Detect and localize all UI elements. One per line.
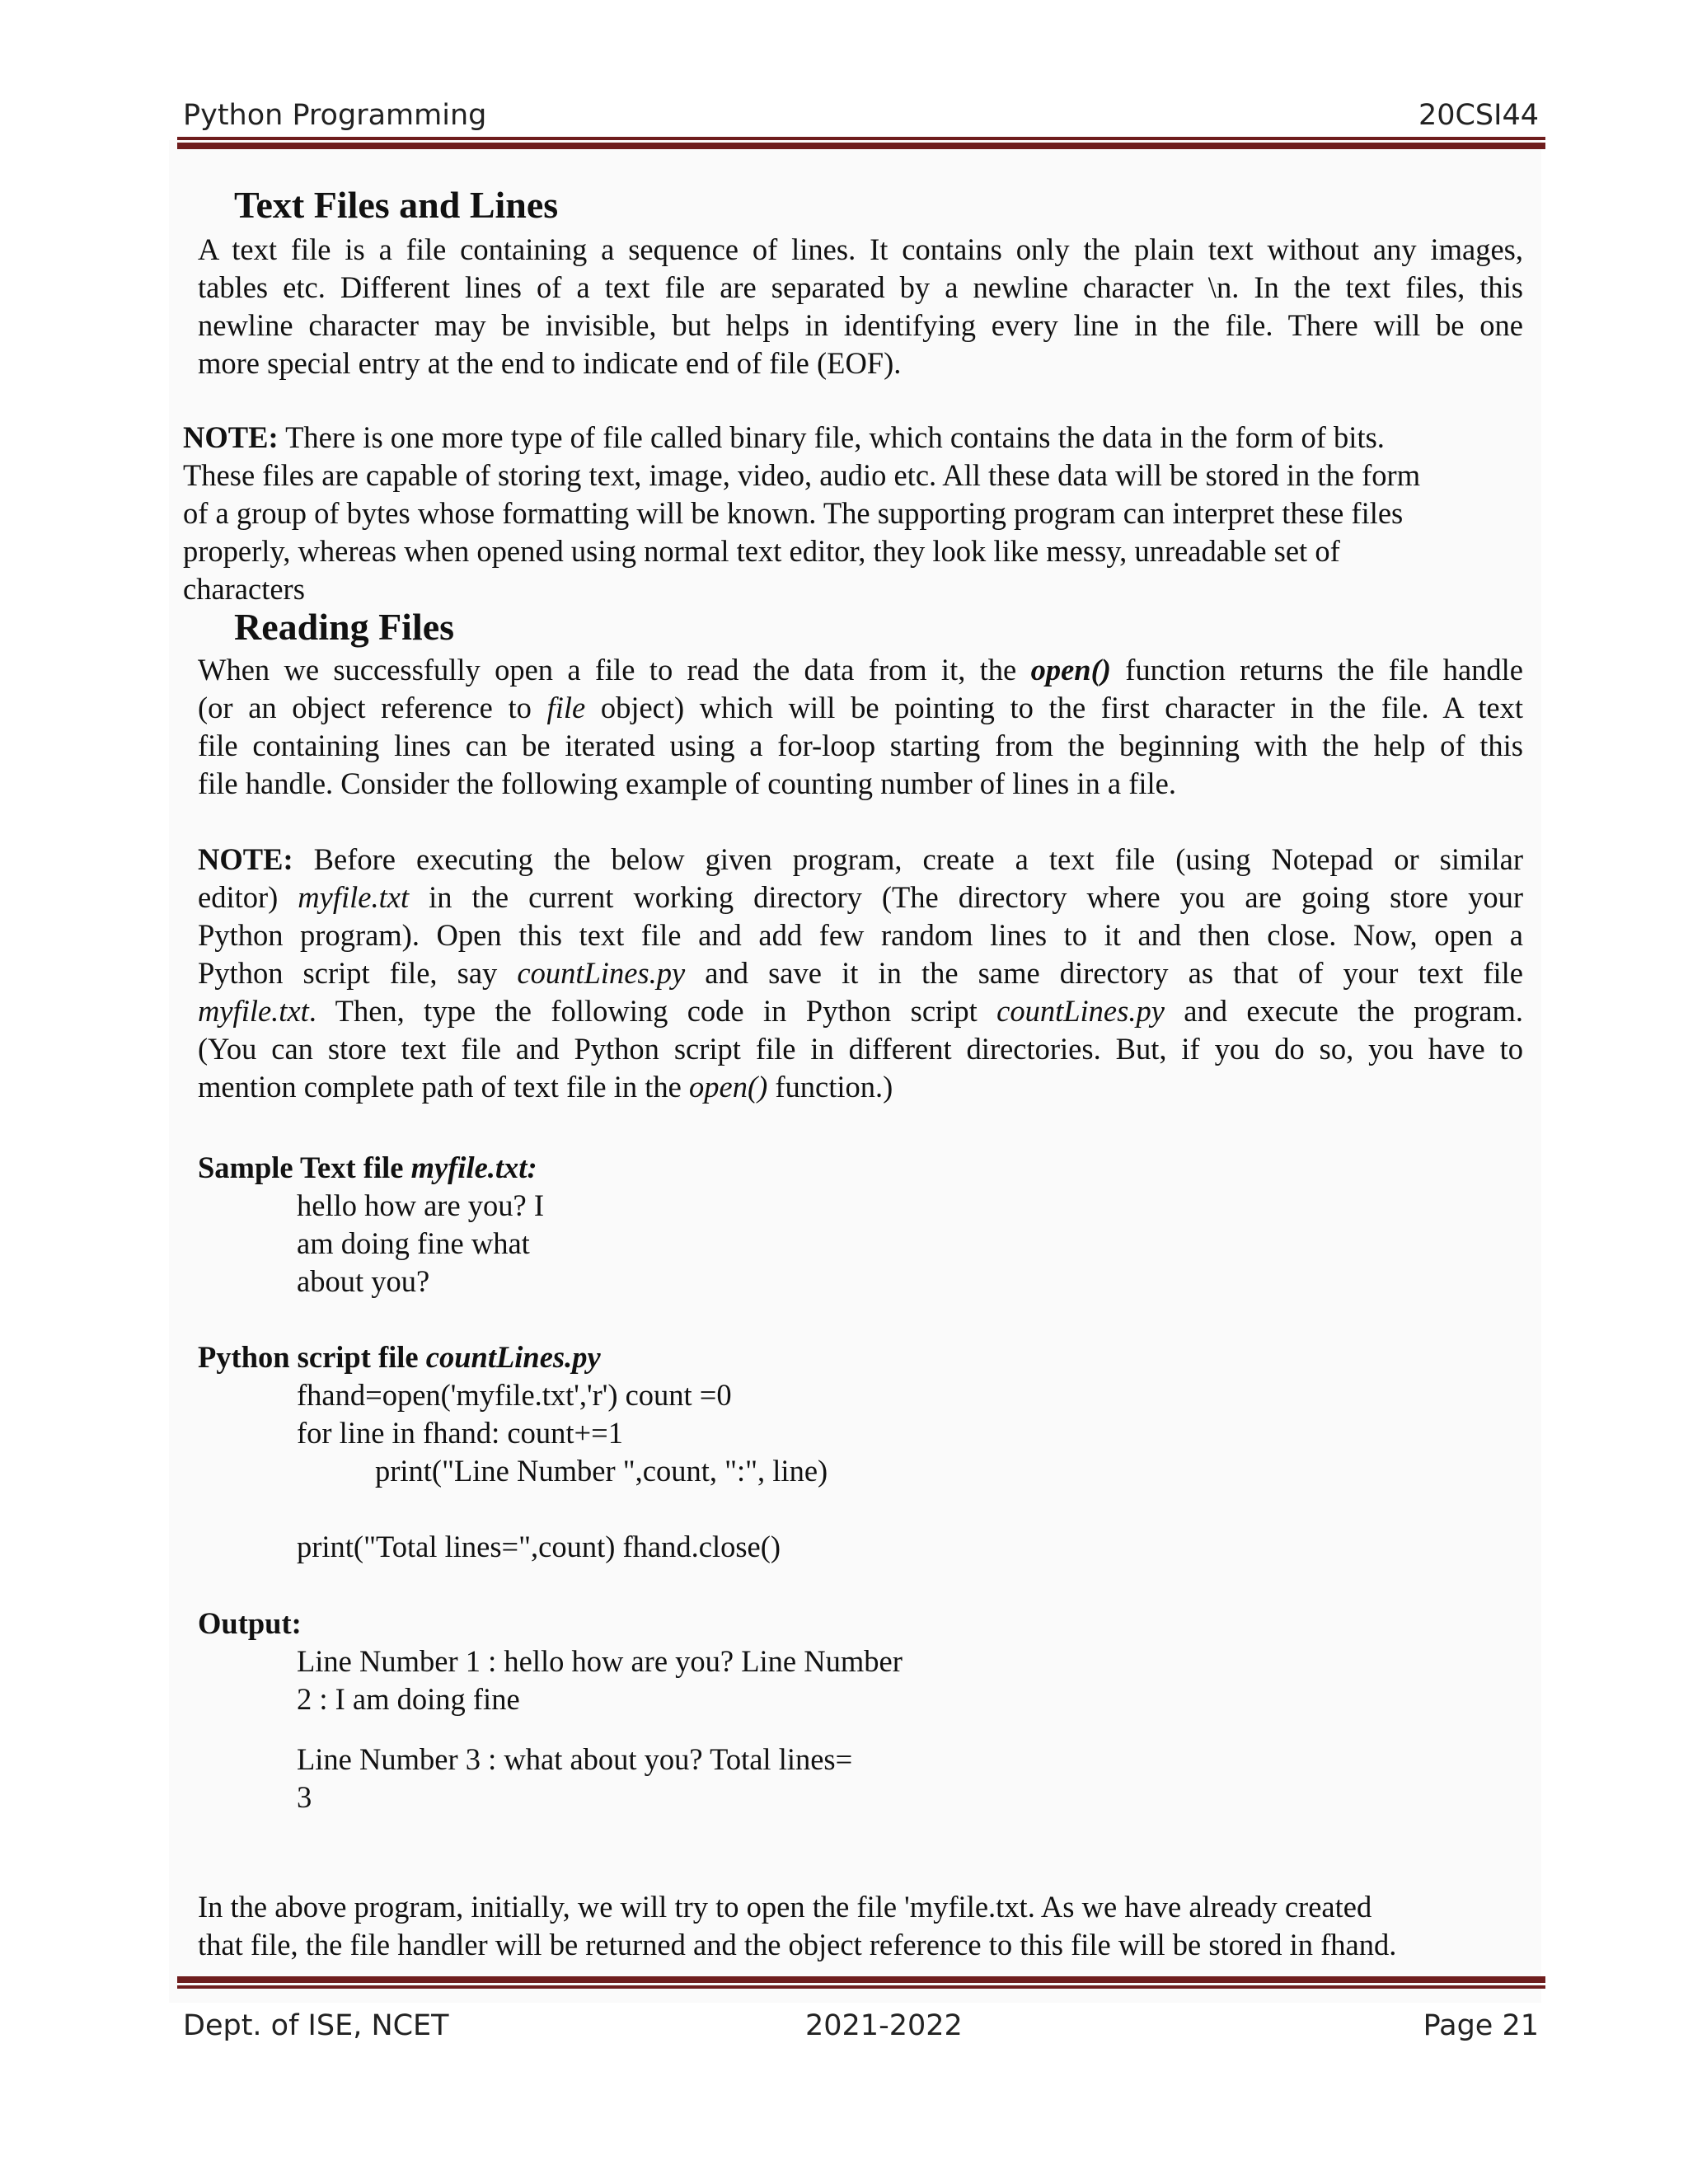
note-line: These files are capable of storing text, image, video, audio etc. All these data will be stored in the form xyxy=(183,458,1421,492)
note-line: myfile.txt. Then, type the following code in Python script countLines.py and execute the program. xyxy=(198,994,1523,1028)
footer-page-number: Page 21 xyxy=(1423,2009,1539,2042)
text-line: A text file is a file containing a sequence of lines. It contains only the plain text without any images, xyxy=(198,232,1523,266)
text-line: tables etc. Different lines of a text file are separated by a newline character \n. In the text files, this xyxy=(198,270,1523,304)
heading-text-files: Text Files and Lines xyxy=(234,184,559,226)
closing-line: In the above program, initially, we will try to open the file 'myfile.txt. As we have already created xyxy=(198,1890,1372,1924)
note-line: mention complete path of text file in the open() function.) xyxy=(198,1070,893,1104)
code-line: for line in fhand: count+=1 xyxy=(297,1416,623,1450)
note-line: NOTE: There is one more type of file called binary file, which contains the data in the form of bits. xyxy=(183,420,1385,454)
sample-file-label: Sample Text file myfile.txt: xyxy=(198,1151,537,1184)
text-line: more special entry at the end to indicate end of file (EOF). xyxy=(198,346,902,380)
footer-year: 2021-2022 xyxy=(805,2009,963,2042)
paragraph-reading-files xyxy=(198,651,1523,803)
output-line: Line Number 3 : what about you? Total lines= xyxy=(297,1742,853,1776)
note-line: editor) myfile.txt in the current working directory (The directory where you are going store your xyxy=(198,880,1523,914)
note-line: (You can store text file and Python script file in different directories. But, if you do so, you have to xyxy=(198,1032,1523,1066)
note-label: NOTE: xyxy=(183,420,279,454)
note-line: of a group of bytes whose formatting will be known. The supporting program can interpret these files xyxy=(183,496,1404,530)
script-file-label: Python script file countLines.py xyxy=(198,1340,601,1374)
code-line: fhand=open('myfile.txt','r') count =0 xyxy=(297,1378,732,1412)
header-rule-thin xyxy=(177,137,1545,140)
text-line: (or an object reference to file object) which will be pointing to the first character in the file. A text xyxy=(198,691,1523,724)
output-line: 2 : I am doing fine xyxy=(297,1682,520,1716)
sample-line: am doing fine what xyxy=(297,1226,530,1260)
note-line: properly, whereas when opened using normal text editor, they look like messy, unreadable set of xyxy=(183,534,1340,568)
header-title: Python Programming xyxy=(183,99,487,132)
text-line: When we successfully open a file to read the data from it, the open() function returns the file handle xyxy=(198,653,1523,687)
text-line: newline character may be invisible, but helps in identifying every line in the file. There will be one xyxy=(198,308,1523,342)
note-before-executing xyxy=(198,841,1523,1106)
header-code: 20CSI44 xyxy=(1418,99,1539,132)
note-line: NOTE: Before executing the below given program, create a text file (using Notepad or similar xyxy=(198,842,1523,876)
note-binary-files xyxy=(183,419,1539,608)
note-line: characters xyxy=(183,572,305,606)
header-rule-thick xyxy=(177,143,1545,149)
closing-line: that file, the file handler will be returned and the object reference to this file will be stored in fhand. xyxy=(198,1928,1397,1961)
heading-reading-files: Reading Files xyxy=(234,606,455,648)
footer-dept: Dept. of ISE, NCET xyxy=(183,2009,449,2042)
footer-rule-thin xyxy=(177,1985,1545,1989)
open-function: open() xyxy=(1030,653,1111,687)
note-label: NOTE: xyxy=(198,842,293,876)
code-line: print("Total lines=",count) fhand.close() xyxy=(297,1530,781,1563)
text-line: file containing lines can be iterated using a for-loop starting from the beginning with the help of this xyxy=(198,729,1523,762)
code-line: print("Line Number ",count, ":", line) xyxy=(375,1454,828,1488)
sample-line: about you? xyxy=(297,1264,430,1298)
output-line: Line Number 1 : hello how are you? Line Number xyxy=(297,1644,903,1678)
paragraph-text-files xyxy=(198,231,1523,382)
sample-line: hello how are you? I xyxy=(297,1188,545,1222)
output-label: Output: xyxy=(198,1606,302,1640)
note-line: Python program). Open this text file and add few random lines to it and then close. Now, open a xyxy=(198,918,1523,952)
footer-rule-thick xyxy=(177,1976,1545,1983)
note-line: Python script file, say countLines.py and save it in the same directory as that of your text file xyxy=(198,956,1524,990)
text-line: file handle. Consider the following example of counting number of lines in a file. xyxy=(198,766,1176,800)
output-line: 3 xyxy=(297,1780,312,1814)
